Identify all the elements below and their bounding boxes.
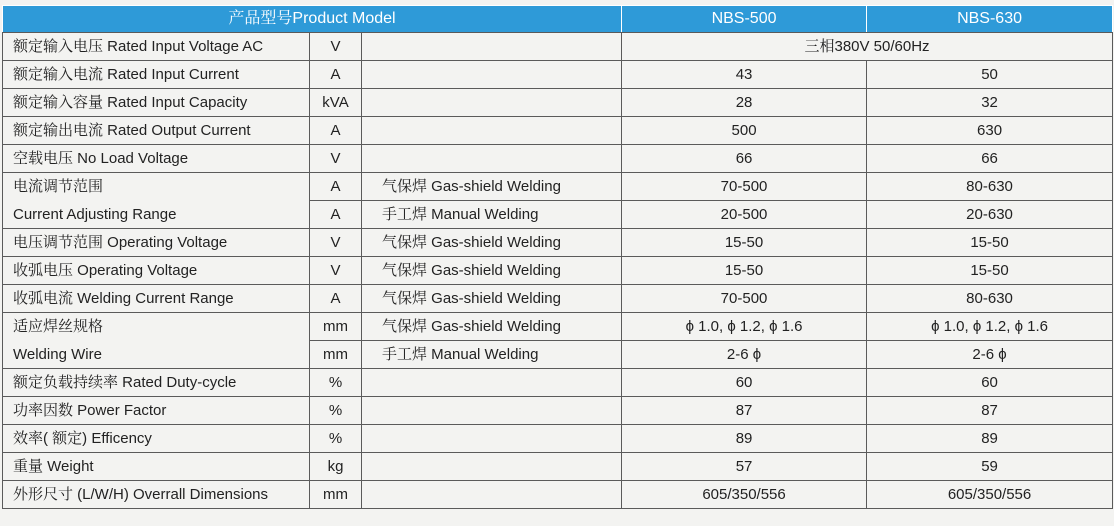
- value-cell-nbs-630: 2-6 ϕ: [867, 341, 1113, 369]
- parameter-cell: 额定输出电流 Rated Output Current: [3, 117, 310, 145]
- parameter-cell: 电压调节范围 Operating Voltage: [3, 229, 310, 257]
- table-row: [3, 481, 1113, 509]
- condition-cell: 气保焊 Gas-shield Welding: [362, 313, 622, 341]
- spec-sheet: [2, 5, 1112, 519]
- parameter-cell: 收弧电流 Welding Current Range: [3, 285, 310, 313]
- condition-cell: 手工焊 Manual Welding: [362, 201, 622, 229]
- unit-cell: A: [310, 61, 362, 89]
- table-row: [3, 257, 1113, 285]
- value-cell-nbs-500: 70-500: [622, 173, 867, 201]
- unit-cell: A: [310, 173, 362, 201]
- value-cell-nbs-630: 605/350/556: [867, 481, 1113, 509]
- condition-cell: [362, 425, 622, 453]
- parameter-cell: 额定输入容量 Rated Input Capacity: [3, 89, 310, 117]
- parameter-cell: 额定输入电压 Rated Input Voltage AC: [3, 33, 310, 61]
- value-cell-nbs-630: 15-50: [867, 229, 1113, 257]
- unit-cell: A: [310, 285, 362, 313]
- value-cell-nbs-630: 630: [867, 117, 1113, 145]
- condition-cell: [362, 145, 622, 173]
- table-row: [3, 201, 1113, 229]
- value-cell-nbs-500: 28: [622, 89, 867, 117]
- value-cell-nbs-500: 70-500: [622, 285, 867, 313]
- value-cell-nbs-500: 43: [622, 61, 867, 89]
- value-cell-nbs-500: ϕ 1.0, ϕ 1.2, ϕ 1.6: [622, 313, 867, 341]
- value-cell-nbs-630: 80-630: [867, 285, 1113, 313]
- condition-cell: [362, 33, 622, 61]
- value-cell-nbs-500: 66: [622, 145, 867, 173]
- condition-cell: [362, 397, 622, 425]
- value-cell-nbs-630: 60: [867, 369, 1113, 397]
- table-row: [3, 61, 1113, 89]
- parameter-cell: 重量 Weight: [3, 453, 310, 481]
- table-row: [3, 341, 1113, 369]
- unit-cell: %: [310, 425, 362, 453]
- table-row: [3, 285, 1113, 313]
- value-cell-nbs-630: 20-630: [867, 201, 1113, 229]
- table-row: [3, 425, 1113, 453]
- value-cell-nbs-500: 15-50: [622, 257, 867, 285]
- table-row: [3, 173, 1113, 201]
- unit-cell: A: [310, 117, 362, 145]
- parameter-cell: Welding Wire: [3, 341, 310, 369]
- header-row: [3, 6, 1113, 33]
- parameter-cell: Current Adjusting Range: [3, 201, 310, 229]
- condition-cell: 气保焊 Gas-shield Welding: [362, 257, 622, 285]
- unit-cell: kg: [310, 453, 362, 481]
- value-cell-nbs-500: 2-6 ϕ: [622, 341, 867, 369]
- parameter-cell: 适应焊丝规格: [3, 313, 310, 341]
- parameter-cell: 额定负载持续率 Rated Duty-cycle: [3, 369, 310, 397]
- value-cell-nbs-500: 605/350/556: [622, 481, 867, 509]
- unit-cell: %: [310, 397, 362, 425]
- value-cell-nbs-630: 32: [867, 89, 1113, 117]
- parameter-cell: 效率( 额定) Efficency: [3, 425, 310, 453]
- table-row: [3, 229, 1113, 257]
- condition-cell: 气保焊 Gas-shield Welding: [362, 285, 622, 313]
- parameter-cell: 额定输入电流 Rated Input Current: [3, 61, 310, 89]
- unit-cell: V: [310, 145, 362, 173]
- unit-cell: kVA: [310, 89, 362, 117]
- table-row: [3, 145, 1113, 173]
- parameter-cell: 外形尺寸 (L/W/H) Overrall Dimensions: [3, 481, 310, 509]
- parameter-cell: 电流调节范围: [3, 173, 310, 201]
- condition-cell: [362, 481, 622, 509]
- product-model-header: 产品型号Product Model: [3, 6, 622, 33]
- unit-cell: V: [310, 257, 362, 285]
- table-row: [3, 313, 1113, 341]
- condition-cell: 气保焊 Gas-shield Welding: [362, 173, 622, 201]
- parameter-cell: 收弧电压 Operating Voltage: [3, 257, 310, 285]
- value-cell-nbs-500: 500: [622, 117, 867, 145]
- unit-cell: mm: [310, 341, 362, 369]
- condition-cell: [362, 369, 622, 397]
- table-row: [3, 89, 1113, 117]
- spec-table: [2, 5, 1113, 509]
- condition-cell: [362, 89, 622, 117]
- model-nbs-630-header: NBS-630: [867, 6, 1113, 33]
- condition-cell: 气保焊 Gas-shield Welding: [362, 229, 622, 257]
- parameter-cell: 空载电压 No Load Voltage: [3, 145, 310, 173]
- value-cell-nbs-630: 59: [867, 453, 1113, 481]
- value-cell-nbs-500: 20-500: [622, 201, 867, 229]
- model-nbs-500-header: NBS-500: [622, 6, 867, 33]
- table-row: [3, 369, 1113, 397]
- value-cell-nbs-630: 89: [867, 425, 1113, 453]
- value-cell-nbs-500: 57: [622, 453, 867, 481]
- value-cell-nbs-630: 87: [867, 397, 1113, 425]
- value-cell-merged: 三相380V 50/60Hz: [622, 33, 1113, 61]
- unit-cell: A: [310, 201, 362, 229]
- table-row: [3, 117, 1113, 145]
- parameter-cell: 功率因数 Power Factor: [3, 397, 310, 425]
- unit-cell: mm: [310, 481, 362, 509]
- unit-cell: V: [310, 33, 362, 61]
- value-cell-nbs-630: ϕ 1.0, ϕ 1.2, ϕ 1.6: [867, 313, 1113, 341]
- condition-cell: [362, 453, 622, 481]
- unit-cell: V: [310, 229, 362, 257]
- table-row: [3, 33, 1113, 61]
- value-cell-nbs-630: 15-50: [867, 257, 1113, 285]
- value-cell-nbs-500: 87: [622, 397, 867, 425]
- value-cell-nbs-630: 50: [867, 61, 1113, 89]
- value-cell-nbs-500: 60: [622, 369, 867, 397]
- table-row: [3, 453, 1113, 481]
- value-cell-nbs-630: 80-630: [867, 173, 1113, 201]
- value-cell-nbs-500: 15-50: [622, 229, 867, 257]
- value-cell-nbs-500: 89: [622, 425, 867, 453]
- value-cell-nbs-630: 66: [867, 145, 1113, 173]
- condition-cell: [362, 117, 622, 145]
- table-row: [3, 397, 1113, 425]
- condition-cell: 手工焊 Manual Welding: [362, 341, 622, 369]
- condition-cell: [362, 61, 622, 89]
- unit-cell: mm: [310, 313, 362, 341]
- unit-cell: %: [310, 369, 362, 397]
